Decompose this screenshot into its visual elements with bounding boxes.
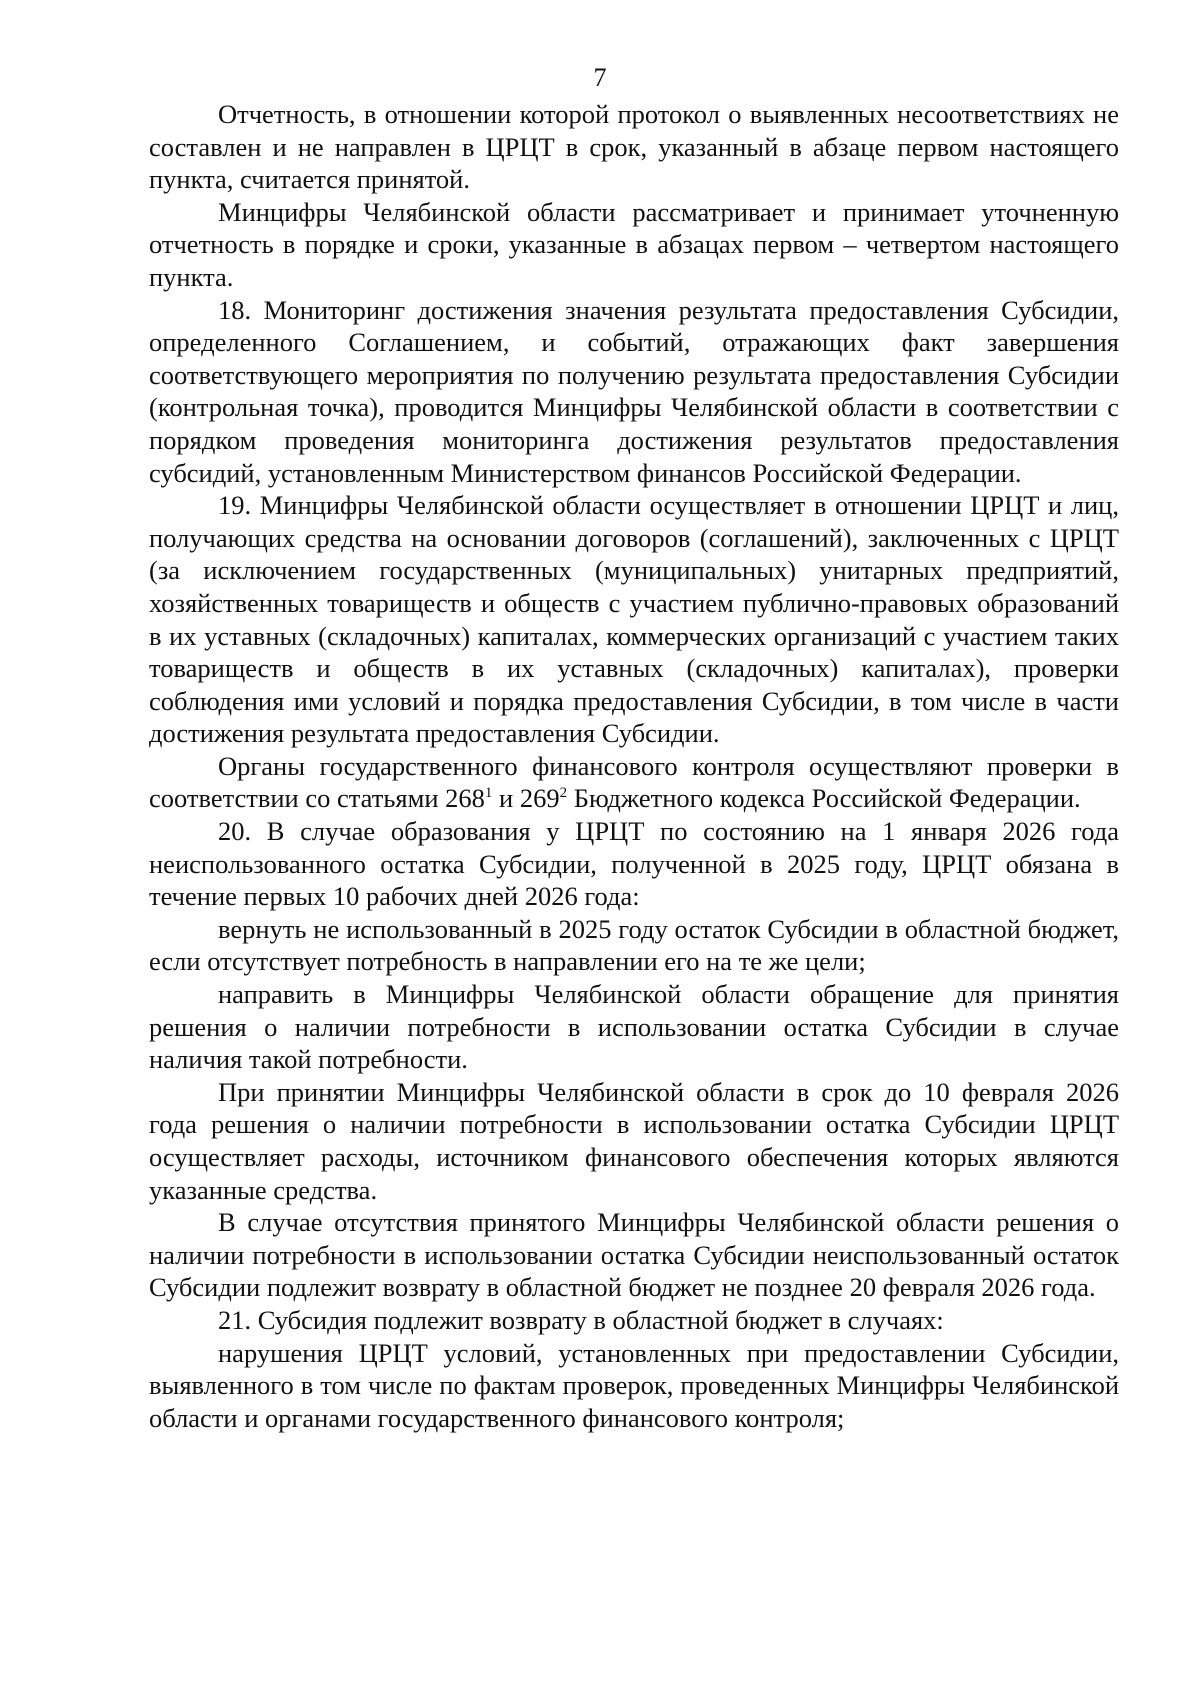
paragraph: 21. Субсидия подлежит возврату в областной бюджет в случаях: [218,1304,944,1335]
paragraph: 18. Мониторинг достижения значения результата предоставления Субсидии, определенного Соглашением, и событий, отражающих факт завершения соответствующего мероприятия по получению результата предоставления Субсидии (контрольная точка), проводится Минцифры Челябинской области в соответствии с порядком проведения мониторинга достижения результатов предоставления субсидий, установленным Министерством финансов Российской Федерации. [149,294,1119,488]
paragraph: При принятии Минцифры Челябинской области в срок до 10 февраля 2026 года решения о наличии потребности в использовании остатка Субсидии ЦРЦТ осуществляет расходы, источником финансового обеспечения которых являются указанные средства. [149,1076,1119,1205]
document-body [149,98,1119,1434]
superscript: 1 [484,785,493,802]
paragraph: 19. Минцифры Челябинской области осуществляет в отношении ЦРЦТ и лиц, получающих средства на основании договоров (соглашений), заключенных с ЦРЦТ (за исключением государственных (муниципальных) унитарных предприятий, хозяйственных товариществ и обществ с участием публично-правовых образований в их уставных (складочных) капиталах, коммерческих организаций с участием таких товариществ и обществ в их уставных (складочных) капиталах), проверки соблюдения ими условий и порядка предоставления Субсидии, в том числе в части достижения результата предоставления Субсидии. [149,490,1119,749]
paragraph-text: и 269 [492,783,560,814]
paragraph: направить в Минцифры Челябинской области обращение для принятия решения о наличии потребности в использовании остатка Субсидии в случае наличия такой потребности. [149,979,1119,1075]
paragraph-text: Органы государственного финансового контроля осуществляют проверки в соответствии со статьями 268 [149,750,1119,814]
page-number: 7 [593,63,607,92]
paragraph: Минцифры Челябинской области рассматривает и принимает уточненную отчетность в порядке и сроки, указанные в абзацах первом – четвертом настоящего пункта. [149,196,1119,292]
paragraph: вернуть не использованный в 2025 году остаток Субсидии в областной бюджет, если отсутствует потребность в направлении его на те же цели; [149,913,1119,977]
paragraph-text: Бюджетного кодекса Российской Федерации. [567,783,1081,814]
paragraph: Отчетность, в отношении которой протокол о выявленных несоответствиях не составлен и не направлен в ЦРЦТ в срок, указанный в абзаце первом настоящего пункта, считается принятой. [149,99,1119,195]
superscript: 2 [559,785,568,802]
paragraph-budget-code-reference [149,750,1119,815]
paragraph: нарушения ЦРЦТ условий, установленных при предоставлении Субсидии, выявленного в том числе по фактам проверок, проведенных Минцифры Челябинской области и органами государственного финансового контроля; [149,1337,1119,1433]
paragraph: В случае отсутствия принятого Минцифры Челябинской области решения о наличии потребности в использовании остатка Субсидии неиспользованный остаток Субсидии подлежит возврату в областной бюджет не позднее 20 февраля 2026 года. [149,1207,1119,1303]
paragraph: 20. В случае образования у ЦРЦТ по состоянию на 1 января 2026 года неиспользованного остатка Субсидии, полученной в 2025 году, ЦРЦТ обязана в течение первых 10 рабочих дней 2026 года: [149,816,1119,912]
